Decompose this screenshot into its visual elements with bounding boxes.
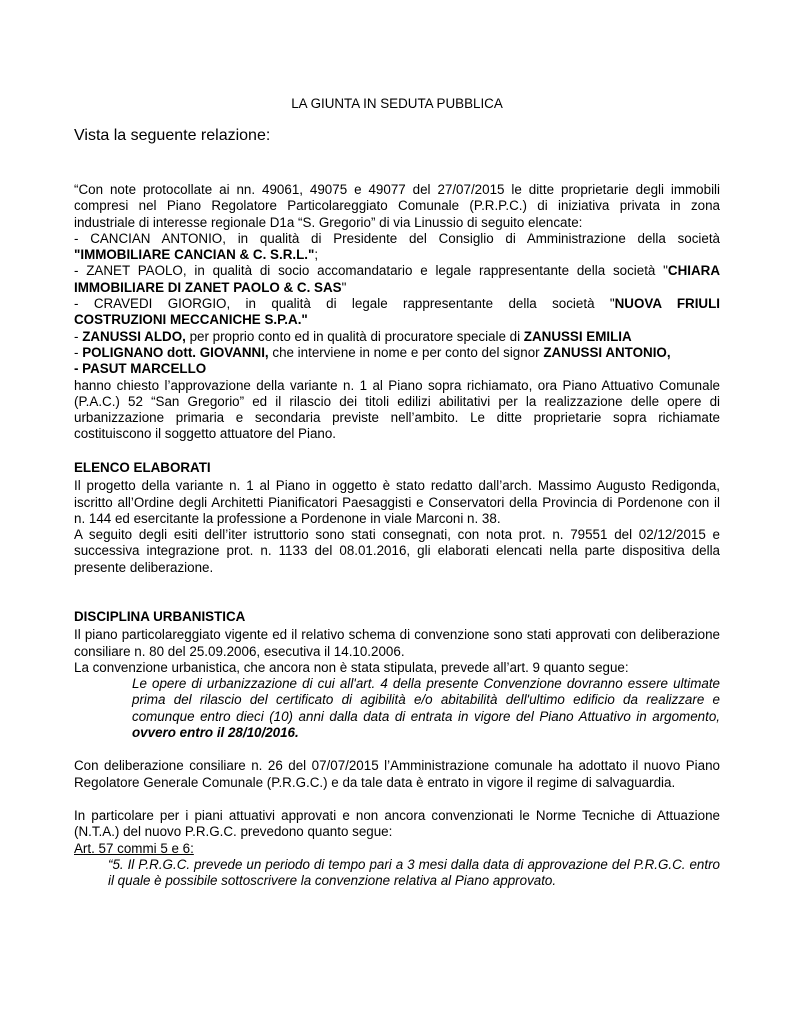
zanussi-dash: - (74, 328, 83, 344)
pasut-line (74, 361, 720, 377)
p1-line3: industriale di interesse regionale D1a “S. Gregorio” di via Linussio di seguito elencate: (74, 214, 583, 230)
zanussi-emilia: ZANUSSI EMILIA (523, 328, 632, 344)
zanet-line (74, 263, 720, 279)
zanet-end: " (341, 279, 347, 295)
quote-text: Le opere di urbanizzazione di cui all'art. 4 della presente Convenzione dovranno essere ultimate prima del rilascio del certificato di agibilità e/o abitabilità dell'ultimo edificio da realizzare e comunque entro dieci (10) anni dalla data di entrata in vigore del Piano Attuativo in argomento, (132, 676, 720, 724)
elenco-heading: ELENCO ELABORATI (74, 460, 211, 475)
cravedi-line (74, 296, 720, 312)
art-57-quote: “5. Il P.R.G.C. prevede un periodo di tempo pari a 3 mesi dalla data di approvazione del P.R.G.C. entro il quale è possibile sottoscrivere la convenzione relativa al Piano approvato. (108, 856, 720, 889)
polignano-role: che interviene in nome e per conto del signor (268, 344, 544, 360)
disciplina-section (74, 609, 720, 889)
p1-line1: “Con note protocollate ai nn. 49061, 49075 e 49077 del 27/07/2015 le ditte proprietarie degli immobili (74, 182, 720, 197)
cravedi-company-part1: NUOVA FRIULI (614, 296, 721, 312)
elenco-p1: Il progetto della variante n. 1 al Piano in oggetto è stato redatto dall’arch. Massimo Augusto Redigonda, iscritto all’Ordine degli Architetti Pianificatori Paesaggisti e Conservatori della Provincia di Pordenone con il n. 144 ed esercitante la professione a Pordenone in viale Marconi n. 38. (74, 478, 720, 526)
cancian-role: , in qualità di Presidente del Consiglio di Amministrazione della società (222, 230, 720, 246)
polignano-line (74, 345, 720, 361)
cancian-end: ; (314, 247, 319, 263)
p1-rest: hanno chiesto l’approvazione della variante n. 1 al Piano sopra richiamato, ora Piano Attuativo Comunale (P.A.C.) 52 “San Gregorio” ed il rilascio dei titoli edilizi abilitativi per la realizzazione delle opere di urbanizzazione primaria e secondaria previste nell’ambito. Le ditte proprietarie sopra richiamate costituiscono il soggetto attuatore del Piano. (74, 377, 720, 442)
elenco-p2: A seguito degli esiti dell’iter istruttorio sono stati consegnati, con nota prot. n. 79551 del 02/12/2015 e successiva integrazione prot. n. 1133 del 08.01.2016, gli elaborati elencati nella parte dispositiva della presente deliberazione. (74, 527, 720, 575)
zanet-role: , in qualità di socio accomandatario e legale rappresentante della società " (182, 263, 668, 279)
art-57-reference: Art. 57 commi 5 e 6: (74, 840, 194, 856)
polignano-dash: - (74, 344, 83, 360)
convenzione-quote (132, 676, 720, 741)
cancian-company: "IMMOBILIARE CANCIAN & C. S.R.L." (74, 247, 315, 263)
zanet-name: - ZANET PAOLO (74, 263, 183, 279)
cravedi-name: - CRAVEDI GIORGIO (74, 296, 227, 312)
polignano-name: POLIGNANO dott. GIOVANNI, (82, 344, 269, 360)
disciplina-p3: Con deliberazione consiliare n. 26 del 07/07/2015 l’Amministrazione comunale ha adottato il nuovo Piano Regolatore Generale Comunale (P.R.G.C.) e da tale data è entrato in vigore il regime di salvaguardia. (74, 758, 720, 790)
zanet-company-part2: IMMOBILIARE DI ZANET PAOLO & C. SAS (74, 279, 342, 295)
disciplina-p2: La convenzione urbanistica, che ancora non è stata stipulata, prevede all’art. 9 quanto segue: (74, 659, 629, 675)
p1-line2: compresi nel Piano Regolatore Particolareggiato Comunale (P.R.P.C.) di iniziativa privata in zona (74, 198, 720, 214)
cravedi-company-part2: COSTRUZIONI MECCANICHE S.P.A." (74, 312, 308, 328)
disciplina-heading: DISCIPLINA URBANISTICA (74, 609, 246, 624)
cancian-company-line (74, 247, 720, 263)
quote-deadline: ovvero entro il 28/10/2016. (132, 725, 299, 741)
elenco-section (74, 460, 720, 576)
cravedi-role: , in qualità di legale rappresentante della società " (226, 296, 615, 312)
pasut-name: - PASUT MARCELLO (74, 361, 207, 377)
zanussi-role: per proprio conto ed in qualità di procuratore speciale di (185, 328, 524, 344)
art-57-line (74, 841, 720, 857)
zanet-company-line (74, 280, 720, 296)
disciplina-p4: In particolare per i piani attuativi approvati e non ancora convenzionati le Norme Tecniche di Attuazione (N.T.A.) del nuovo P.R.G.C. prevedono quanto segue: (74, 807, 720, 840)
page-title: LA GIUNTA IN SEDUTA PUBBLICA (291, 96, 503, 111)
disciplina-p1: Il piano particolareggiato vigente ed il relativo schema di convenzione sono stati approvati con deliberazione consiliare n. 80 del 25.09.2006, esecutiva il 14.10.2006. (74, 627, 720, 659)
zanussi-name: ZANUSSI ALDO, (82, 328, 186, 344)
zanussi-line (74, 329, 720, 345)
relazione-block (74, 182, 720, 443)
cravedi-company-line (74, 312, 720, 328)
cancian-name: - CANCIAN ANTONIO (74, 230, 223, 246)
zanet-company-part1: CHIARA (667, 263, 720, 279)
polignano-antonio: ZANUSSI ANTONIO, (543, 344, 671, 360)
intro-line: Vista la seguente relazione: (74, 127, 271, 144)
cancian-line (74, 231, 720, 247)
